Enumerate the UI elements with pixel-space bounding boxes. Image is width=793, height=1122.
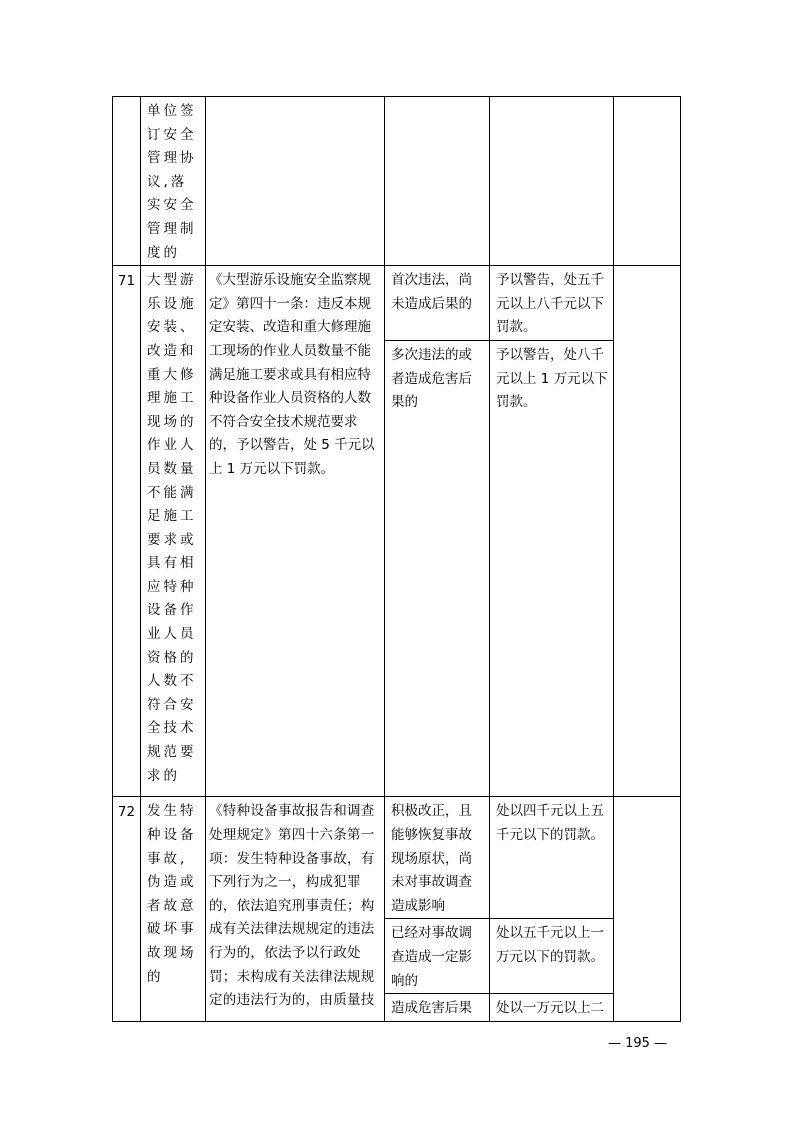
circumstance: 积极改正，且能够恢复事故现场原状，尚未对事故调查造成影响 (385, 797, 490, 918)
page-number: — 195 — (608, 1036, 668, 1051)
cases-cell (385, 97, 614, 266)
row-number (113, 97, 141, 266)
circumstance: 已经对事故调查造成一定影响的 (385, 919, 490, 994)
penalty: 予以警告，处五千元以上八千元以下罚款。 (490, 266, 614, 340)
circumstance: 多次违法的或者造成危害后果的 (385, 340, 490, 796)
cases-table (385, 797, 613, 1020)
penalty-table (112, 96, 681, 1022)
circumstance: 首次违法，尚未造成后果的 (385, 266, 490, 340)
violation-item: 单位签订安全管理协议,落实安全管理制度的 (141, 97, 206, 266)
remark (614, 797, 681, 1021)
row-number: 72 (113, 797, 141, 1021)
violation-item: 大型游乐设施安装、改造和重大修理施工现场的作业人员数量不能满足施工要求或具有相应特种设备作业人员资格的人数不符合安全技术规范要求的 (141, 266, 206, 797)
table-row (113, 97, 681, 266)
cases-table (385, 266, 613, 796)
penalty: 处以四千元以上五千元以下的罚款。 (490, 797, 614, 918)
penalty: 处以五千元以上一万元以下的罚款。 (490, 919, 614, 994)
penalty: 处以一万元以上二 (496, 1000, 604, 1017)
cases-cell (385, 797, 614, 1021)
legal-basis: 《特种设备事故报告和调查处理规定》第四十六条第一项：发生特种设备事故，有下列行为之一，构成犯罪的，依法追究刑事责任；构成有关法律法规规定的违法行为的，依法予以行政处罚；未构成有关法律法规规定的违法行为的，由质量技 (206, 797, 385, 1021)
legal-basis: 《大型游乐设施安全监察规定》第四十一条：违反本规定安装、改造和重大修理施工现场的作业人员数量不能满足施工要求或具有相应特种设备作业人员资格的人数不符合安全技术规范要求的，予以警告，处 5 千元以上 1 万元以下罚款。 (206, 266, 385, 797)
table-row (113, 266, 681, 797)
penalty (490, 97, 614, 265)
circumstance: 造成危害后果 (385, 994, 490, 1021)
circumstance (385, 97, 490, 265)
row-number: 71 (113, 266, 141, 797)
table-row (113, 797, 681, 1021)
cases-table (385, 97, 613, 265)
remark (614, 266, 681, 797)
penalty: 予以警告，处八千元以上 1 万元以下罚款。 (496, 346, 608, 411)
violation-item: 发生特种设备事故,伪造或者故意破坏事故现场的 (141, 797, 206, 1021)
legal-basis (206, 97, 385, 266)
remark (614, 97, 681, 266)
cases-cell (385, 266, 614, 797)
